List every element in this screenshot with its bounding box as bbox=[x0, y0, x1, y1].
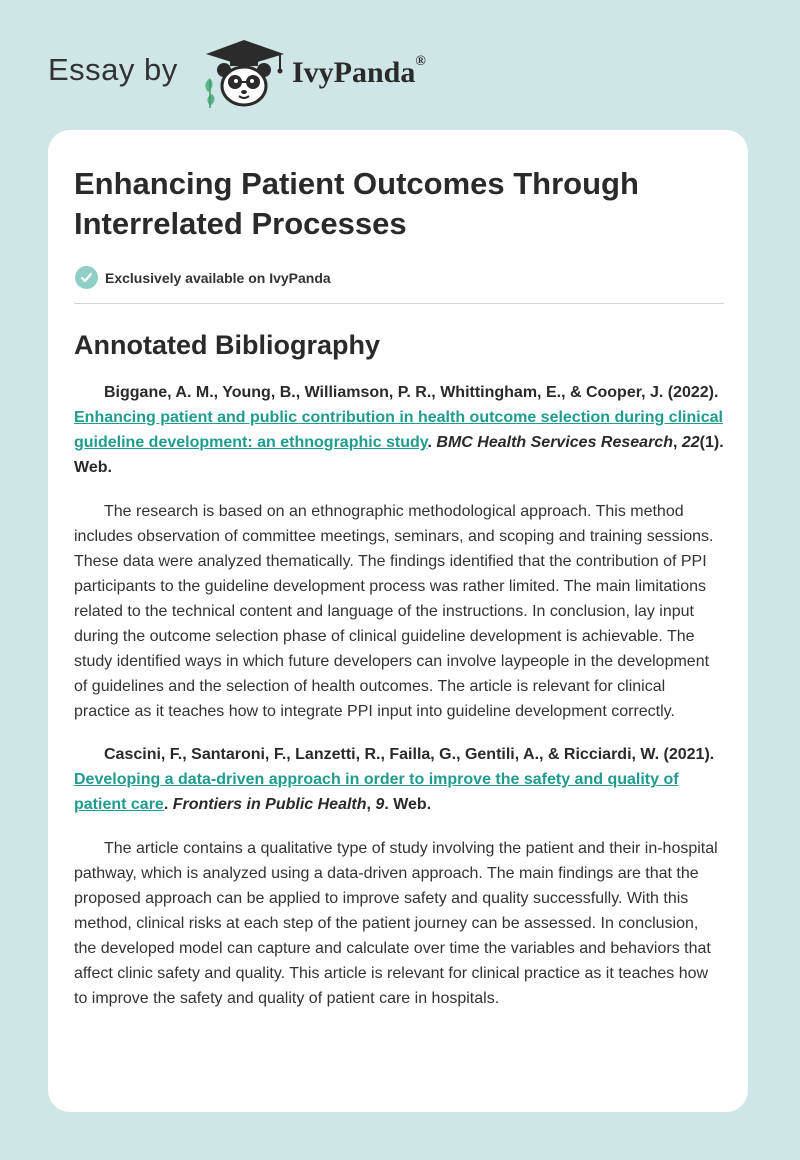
citation-2-journal: Frontiers in Public Health bbox=[172, 796, 367, 813]
essay-card bbox=[48, 130, 748, 1112]
citation-1: Biggane, A. M., Young, B., Williamson, P. R., Whittingham, E., & Cooper, J. (2022). Enhancing patient and public contribution in health outcome selection during clinical guideline development: an ethnographic study. BMC Health Services Research, 22(1). Web. bbox=[74, 384, 724, 476]
citation-2: Cascini, F., Santaroni, F., Lanzetti, R., Failla, G., Gentili, A., & Ricciardi, W. (2021). Developing a data-driven approach in order to improve the safety and quality of patient care. Frontiers in Public Health, 9. Web. bbox=[74, 746, 715, 813]
panda-mascot-icon[interactable] bbox=[200, 36, 288, 108]
site-header bbox=[0, 0, 800, 130]
citation-1-link[interactable]: Enhancing patient and public contribution in health outcome selection during clinical guideline development: an ethnographic study bbox=[74, 409, 723, 451]
brand-name[interactable]: IvyPanda® bbox=[292, 54, 426, 89]
essay-title: Enhancing Patient Outcomes Through Interrelated Processes bbox=[74, 166, 639, 241]
citation-1-journal: BMC Health Services Research bbox=[436, 434, 673, 451]
citation-2-link[interactable]: Developing a data-driven approach in order to improve the safety and quality of patient care bbox=[74, 771, 679, 813]
essay-by-label: Essay by bbox=[48, 52, 178, 87]
checkmark-icon bbox=[75, 266, 98, 289]
divider bbox=[74, 303, 724, 304]
exclusive-label: Exclusively available on IvyPanda bbox=[105, 269, 331, 286]
section-heading: Annotated Bibliography bbox=[74, 330, 380, 360]
annotation-2: The article contains a qualitative type of study involving the patient and their in-hospital pathway, which is analyzed using a data-driven approach. The main findings are that the proposed approach can be applied to improve safety and quality successfully. With this method, clinical risks at each step of the patient journey can be assessed. In conclusion, the developed model can capture and calculate over time the variables and behaviors that affect clinic safety and quality. This article is relevant for clinical practice as it teaches how to improve the safety and quality of patient care in hospitals. bbox=[74, 840, 718, 1007]
exclusive-badge bbox=[74, 266, 724, 289]
annotation-1: The research is based on an ethnographic methodological approach. This method includes observation of committee meetings, seminars, and scoping and training sessions. These data were analyzed thematically. The findings identified that the contribution of PPI participants to the guideline development process was rather limited. The main limitations related to the technical content and language of the instructions. In conclusion, lay input during the outcome selection phase of clinical guideline development is achievable. The study identified ways in which future developers can involve laypeople in the development of guidelines and the selection of health outcomes. The article is relevant for clinical practice as it teaches how to integrate PPI input into guideline development correctly. bbox=[74, 503, 714, 720]
